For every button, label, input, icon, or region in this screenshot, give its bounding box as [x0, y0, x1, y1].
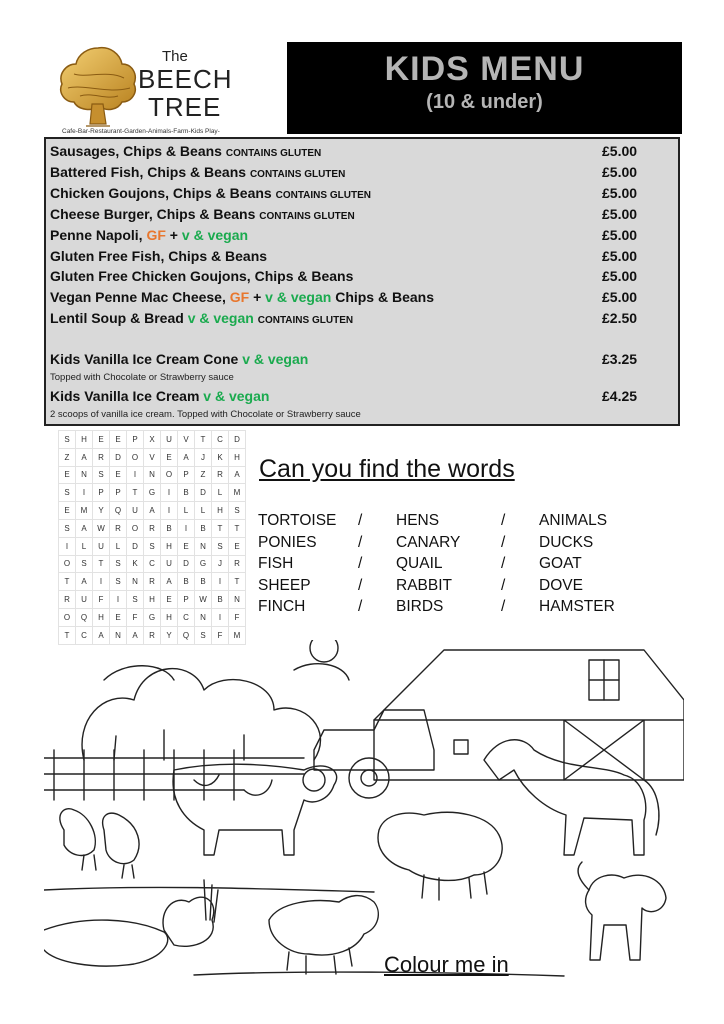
wordsearch-letter[interactable]: R	[59, 591, 76, 609]
wordsearch-letter[interactable]: R	[144, 626, 161, 644]
word-separator: /	[358, 512, 363, 529]
wordsearch-letter[interactable]: P	[127, 431, 144, 449]
word-to-find: QUAIL	[396, 555, 443, 572]
dessert-description: Topped with Chocolate or Strawberry sauce	[50, 372, 234, 383]
wordsearch-letter[interactable]: L	[212, 484, 229, 502]
horse-outline	[484, 740, 646, 855]
menu-item-text: Kids Vanilla Ice Cream	[50, 388, 204, 404]
wordsearch-letter[interactable]: A	[76, 448, 93, 466]
beech-tree-logo	[58, 44, 233, 136]
wordsearch-letter[interactable]: S	[144, 537, 161, 555]
menu-item-name	[50, 206, 355, 222]
word-to-find: FINCH	[258, 598, 306, 615]
wordsearch-letter[interactable]: R	[212, 466, 229, 484]
menu-item-price: £2.50	[602, 310, 638, 327]
sheep-outline	[378, 812, 502, 880]
wordsearch-letter[interactable]: D	[178, 555, 195, 573]
menu-item-name	[50, 268, 353, 284]
wordsearch-letter[interactable]: T	[127, 484, 144, 502]
pond-outline	[44, 920, 168, 966]
wordsearch-letter[interactable]: U	[161, 555, 178, 573]
wordsearch-letter[interactable]: P	[110, 484, 127, 502]
vegan-tag: v & vegan	[242, 351, 309, 367]
wordsearch-letter[interactable]: Q	[76, 608, 93, 626]
farm-colouring-picture	[44, 640, 684, 985]
wordsearch-letter[interactable]: E	[110, 466, 127, 484]
wordsearch-letter[interactable]: V	[144, 448, 161, 466]
wordsearch-letter[interactable]: S	[110, 555, 127, 573]
wordsearch-letter[interactable]: S	[195, 626, 212, 644]
wordsearch-letter[interactable]: B	[212, 591, 229, 609]
menu-item-name	[50, 351, 308, 367]
menu-item-text: Lentil Soup & Bread	[50, 310, 188, 327]
menu-item-price: £5.00	[602, 247, 638, 264]
wordsearch-letter[interactable]: E	[161, 448, 178, 466]
wordsearch	[58, 430, 246, 645]
wordsearch-letter[interactable]: D	[127, 537, 144, 555]
wordsearch-letter[interactable]: B	[178, 484, 195, 502]
wordsearch-row	[59, 555, 246, 573]
wordsearch-letter[interactable]: R	[144, 573, 161, 591]
barn-outline	[374, 650, 684, 780]
wordsearch-row	[59, 502, 246, 520]
wordsearch-grid	[58, 430, 246, 645]
wordsearch-letter[interactable]: T	[93, 555, 110, 573]
menu-item-price: £5.00	[602, 226, 638, 243]
menu-item-name	[50, 143, 321, 159]
wordsearch-letter[interactable]: E	[59, 466, 76, 484]
menu-item-price: £5.00	[602, 143, 638, 159]
allergen-note: CONTAINS GLUTEN	[257, 315, 354, 327]
wordsearch-row	[59, 519, 246, 537]
word-to-find: FISH	[258, 555, 294, 572]
wordsearch-row	[59, 537, 246, 555]
menu-item-price: £5.00	[602, 205, 638, 222]
menu-item	[50, 206, 674, 227]
wordsearch-letter[interactable]: I	[59, 537, 76, 555]
menu-item-text: Sausages, Chips & Beans	[50, 143, 226, 159]
word-separator: /	[501, 512, 506, 529]
duck-outline	[163, 897, 214, 946]
wordsearch-letter[interactable]: S	[212, 537, 229, 555]
wordsearch-row	[59, 466, 246, 484]
wordsearch-letter[interactable]: H	[212, 502, 229, 520]
wordsearch-letter[interactable]: E	[229, 537, 246, 555]
menu-item-price: £5.00	[602, 163, 638, 180]
word-separator: /	[501, 576, 506, 594]
menu-item-name	[50, 164, 345, 180]
wordsearch-letter[interactable]: G	[144, 608, 161, 626]
menu-item-text: Vegan Penne Mac Cheese,	[50, 289, 230, 306]
wordsearch-letter[interactable]: S	[93, 466, 110, 484]
word-separator: /	[358, 555, 363, 572]
wordsearch-letter[interactable]: I	[93, 573, 110, 591]
wordsearch-letter[interactable]: S	[229, 502, 246, 520]
menu-item-price: £3.25	[602, 351, 638, 367]
menu-item	[50, 310, 674, 331]
wordsearch-letter[interactable]: A	[76, 573, 93, 591]
menu-item-text: Gluten Free Fish, Chips & Beans	[50, 247, 268, 264]
menu-item	[50, 227, 674, 248]
vegan-tag: v & vegan	[265, 289, 332, 306]
dessert-description: 2 scoops of vanilla ice cream. Topped with Chocolate or Strawberry sauce	[50, 409, 361, 420]
allergen-note: CONTAINS GLUTEN	[225, 148, 322, 159]
menu-item-name	[50, 185, 371, 201]
menu-item	[50, 185, 674, 206]
wordsearch-letter[interactable]: D	[110, 448, 127, 466]
logo-the: The	[162, 48, 188, 65]
wordsearch-letter[interactable]: Z	[59, 448, 76, 466]
wordsearch-letter[interactable]: I	[212, 573, 229, 591]
wordsearch-row	[59, 431, 246, 449]
wordsearch-letter[interactable]: S	[110, 573, 127, 591]
word-list-row	[258, 575, 615, 597]
wordsearch-letter[interactable]: F	[212, 626, 229, 644]
wordsearch-letter[interactable]: I	[76, 484, 93, 502]
wordsearch-letter[interactable]: S	[59, 431, 76, 449]
word-to-find: BIRDS	[396, 598, 444, 615]
wordsearch-letter[interactable]: Z	[195, 466, 212, 484]
menu-item	[50, 248, 674, 269]
logo-tree: TREE	[148, 92, 222, 122]
wordsearch-row	[59, 591, 246, 609]
gluten-free-tag: GF	[229, 289, 250, 306]
wordsearch-letter[interactable]: G	[195, 555, 212, 573]
wordsearch-letter[interactable]: T	[229, 519, 246, 537]
wordsearch-letter[interactable]: Q	[110, 502, 127, 520]
wordsearch-letter[interactable]: O	[59, 608, 76, 626]
word-separator: /	[358, 533, 363, 551]
wordsearch-letter[interactable]: E	[178, 537, 195, 555]
wordsearch-letter[interactable]: M	[76, 502, 93, 520]
wordsearch-letter[interactable]: R	[110, 519, 127, 537]
wordsearch-letter[interactable]: B	[195, 573, 212, 591]
sun-outline	[310, 640, 338, 662]
word-separator: /	[501, 598, 506, 615]
wordsearch-letter[interactable]: H	[161, 537, 178, 555]
wordsearch-letter[interactable]: L	[195, 502, 212, 520]
colouring-caption: Colour me in	[384, 952, 509, 977]
word-to-find: HENS	[396, 512, 440, 529]
menu-item-price: £5.00	[602, 289, 638, 306]
wordsearch-letter[interactable]: K	[212, 448, 229, 466]
wordsearch-letter[interactable]: G	[144, 484, 161, 502]
wordsearch-letter[interactable]: H	[229, 448, 246, 466]
cow-outline	[173, 764, 337, 855]
wordsearch-letter[interactable]: V	[178, 431, 195, 449]
menu-item	[50, 351, 674, 372]
menu-item-text: Kids Vanilla Ice Cream Cone	[50, 351, 243, 367]
wordsearch-letter[interactable]: U	[127, 502, 144, 520]
word-separator: /	[501, 555, 506, 572]
wordsearch-letter[interactable]: N	[127, 573, 144, 591]
wordsearch-letter[interactable]: C	[178, 608, 195, 626]
wordsearch-letter[interactable]: I	[110, 591, 127, 609]
wordsearch-letter[interactable]: F	[127, 608, 144, 626]
wordsearch-letter[interactable]: I	[161, 484, 178, 502]
wordsearch-row	[59, 484, 246, 502]
wordsearch-letter[interactable]: N	[195, 608, 212, 626]
word-separator: /	[358, 576, 363, 594]
wordsearch-letter[interactable]: E	[93, 431, 110, 449]
word-list	[258, 510, 615, 618]
logo-beech: BEECH	[138, 64, 233, 94]
wordsearch-letter[interactable]: N	[110, 626, 127, 644]
menu-item-price: £5.00	[602, 268, 638, 285]
vegan-tag: v & vegan	[181, 226, 249, 243]
wordsearch-letter[interactable]: L	[110, 537, 127, 555]
word-to-find: PONIES	[258, 533, 317, 551]
word-to-find: RABBIT	[396, 576, 452, 594]
wordsearch-letter[interactable]: R	[144, 519, 161, 537]
vegan-tag: v & vegan	[203, 388, 270, 404]
logo-tagline: Cafe-Bar-Restaurant-Garden-Animals-Farm-Kids Play-	[62, 128, 220, 135]
wordsearch-letter[interactable]: U	[76, 591, 93, 609]
menu-item-price: £4.25	[602, 388, 638, 404]
wordsearch-letter[interactable]: O	[127, 519, 144, 537]
trees-outline	[82, 669, 320, 760]
wordsearch-letter[interactable]: P	[178, 466, 195, 484]
wordsearch-letter[interactable]: H	[76, 431, 93, 449]
menu-item-text: Cheese Burger, Chips & Beans	[50, 205, 260, 222]
menu-item-name	[50, 248, 267, 264]
wordsearch-letter[interactable]: B	[161, 519, 178, 537]
wordsearch-letter[interactable]: E	[59, 502, 76, 520]
wordsearch-letter[interactable]: D	[195, 484, 212, 502]
wordsearch-letter[interactable]: C	[76, 626, 93, 644]
wordsearch-letter[interactable]: R	[93, 448, 110, 466]
wordsearch-letter[interactable]: O	[59, 555, 76, 573]
word-separator: /	[358, 598, 363, 615]
wordsearch-letter[interactable]: N	[76, 466, 93, 484]
wordsearch-letter[interactable]: A	[161, 573, 178, 591]
allergen-note: CONTAINS GLUTEN	[249, 168, 346, 180]
wordsearch-letter[interactable]: O	[127, 448, 144, 466]
wordsearch-letter[interactable]: K	[127, 555, 144, 573]
word-to-find: DOVE	[539, 576, 583, 594]
wordsearch-letter[interactable]: N	[229, 591, 246, 609]
wordsearch-letter[interactable]: I	[178, 519, 195, 537]
wordsearch-letter[interactable]: M	[229, 484, 246, 502]
allergen-note: CONTAINS GLUTEN	[259, 210, 355, 222]
menu-item-text: Battered Fish, Chips & Beans	[50, 163, 250, 180]
wordsearch-letter[interactable]: D	[229, 431, 246, 449]
wordsearch-letter[interactable]: I	[161, 502, 178, 520]
word-list-row	[258, 510, 615, 532]
menu-box	[44, 137, 680, 426]
hen-1-outline	[60, 809, 95, 856]
wordsearch-letter[interactable]: S	[59, 484, 76, 502]
wordsearch-letter[interactable]: W	[93, 519, 110, 537]
wordsearch-letter[interactable]: A	[229, 466, 246, 484]
wordsearch-letter[interactable]: H	[161, 608, 178, 626]
wordsearch-letter[interactable]: L	[178, 502, 195, 520]
menu-item-text: Chicken Goujons, Chips & Beans	[50, 184, 276, 201]
wordsearch-letter[interactable]: T	[195, 431, 212, 449]
wordsearch-letter[interactable]: Y	[161, 626, 178, 644]
wordsearch-row	[59, 448, 246, 466]
wordsearch-letter[interactable]: A	[93, 626, 110, 644]
vegan-tag: v & vegan	[187, 310, 254, 327]
wordsearch-letter[interactable]: S	[59, 519, 76, 537]
wordsearch-letter[interactable]: Y	[93, 502, 110, 520]
menu-item	[50, 289, 674, 310]
wordsearch-letter[interactable]: S	[76, 555, 93, 573]
menu-item	[50, 388, 674, 409]
wordsearch-letter[interactable]: L	[76, 537, 93, 555]
hen-2-outline	[103, 813, 139, 864]
page-subtitle: (10 & under)	[426, 91, 543, 113]
wordsearch-letter[interactable]: B	[195, 519, 212, 537]
title-banner	[287, 42, 682, 134]
word-list-row	[258, 553, 615, 575]
wordsearch-letter[interactable]: I	[127, 466, 144, 484]
wordsearch-letter[interactable]: H	[144, 591, 161, 609]
menu-item-text: Gluten Free Chicken Goujons, Chips & Beans	[50, 268, 354, 285]
menu-item	[50, 143, 674, 164]
wordsearch-letter[interactable]: E	[161, 591, 178, 609]
wordsearch-letter[interactable]: H	[93, 608, 110, 626]
wordsearch-letter[interactable]: C	[144, 555, 161, 573]
word-to-find: GOAT	[539, 555, 582, 572]
menu-item-price: £5.00	[602, 184, 638, 201]
wordsearch-letter[interactable]: R	[229, 555, 246, 573]
menu-item-text: +	[249, 289, 266, 306]
word-to-find: CANARY	[396, 533, 461, 551]
wordsearch-letter[interactable]: Q	[178, 626, 195, 644]
wordsearch-row	[59, 608, 246, 626]
wordsearch-title: Can you find the words	[259, 455, 515, 483]
wordsearch-letter[interactable]: T	[59, 573, 76, 591]
menu-item-text: Chips & Beans	[331, 289, 435, 306]
word-to-find: DUCKS	[539, 533, 594, 551]
wordsearch-letter[interactable]: M	[229, 626, 246, 644]
wordsearch-letter[interactable]: A	[178, 448, 195, 466]
word-list-row	[258, 596, 615, 618]
wordsearch-letter[interactable]: N	[144, 466, 161, 484]
wordsearch-letter[interactable]: E	[110, 608, 127, 626]
wordsearch-letter[interactable]: I	[212, 608, 229, 626]
wordsearch-letter[interactable]: W	[195, 591, 212, 609]
menu-item-name	[50, 289, 434, 305]
menu-item-name	[50, 227, 248, 243]
wordsearch-letter[interactable]: C	[212, 431, 229, 449]
wordsearch-letter[interactable]: S	[127, 591, 144, 609]
wordsearch-letter[interactable]: A	[76, 519, 93, 537]
wordsearch-letter[interactable]: X	[144, 431, 161, 449]
wordsearch-letter[interactable]: T	[59, 626, 76, 644]
menu-item	[50, 164, 674, 185]
wordsearch-letter[interactable]: J	[212, 555, 229, 573]
wordsearch-letter[interactable]: J	[195, 448, 212, 466]
word-to-find: TORTOISE	[258, 512, 337, 529]
menu-item-text: +	[165, 226, 182, 243]
wordsearch-letter[interactable]: A	[144, 502, 161, 520]
pig-outline	[269, 896, 378, 955]
wordsearch-letter[interactable]: T	[212, 519, 229, 537]
tree-icon	[58, 44, 138, 128]
word-to-find: SHEEP	[258, 576, 311, 594]
word-to-find: ANIMALS	[539, 512, 608, 529]
wordsearch-letter[interactable]: E	[110, 431, 127, 449]
page-title: KIDS MENU	[384, 50, 585, 88]
menu-item	[50, 268, 674, 289]
dog-outline	[586, 875, 666, 960]
menu-item-text: Penne Napoli,	[50, 226, 147, 243]
wordsearch-letter[interactable]: A	[127, 626, 144, 644]
word-to-find: HAMSTER	[539, 598, 615, 615]
wordsearch-letter[interactable]: U	[93, 537, 110, 555]
wordsearch-letter[interactable]: B	[178, 573, 195, 591]
wordsearch-letter[interactable]: U	[161, 431, 178, 449]
wordsearch-letter[interactable]: N	[195, 537, 212, 555]
gluten-free-tag: GF	[146, 226, 166, 243]
word-separator: /	[501, 533, 506, 551]
wordsearch-letter[interactable]: F	[229, 608, 246, 626]
wordsearch-letter[interactable]: P	[178, 591, 195, 609]
menu-item-name	[50, 388, 269, 404]
wordsearch-letter[interactable]: F	[93, 591, 110, 609]
wordsearch-letter[interactable]: T	[229, 573, 246, 591]
word-list-row	[258, 532, 615, 554]
menu-item-name	[50, 310, 353, 326]
wordsearch-letter[interactable]: O	[161, 466, 178, 484]
wordsearch-row	[59, 573, 246, 591]
allergen-note: CONTAINS GLUTEN	[275, 189, 371, 201]
wordsearch-letter[interactable]: P	[93, 484, 110, 502]
